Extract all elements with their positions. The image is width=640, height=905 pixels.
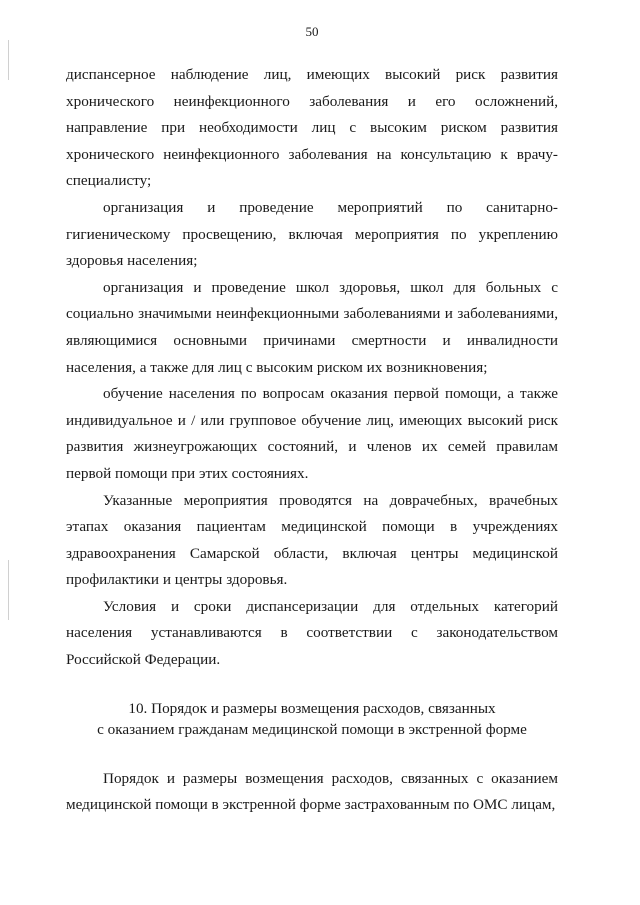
paragraph: Условия и сроки диспансеризации для отдельных категорий населения устанавливаются в соответствии с законодательством Российской Федерации. (66, 597, 558, 669)
section-heading-line: с оказанием гражданам медицинской помощи в экстренной форме (97, 720, 527, 738)
paragraph: диспансерное наблюдение лиц, имеющих высокий риск развития хронического неинфекционного заболевания и его осложнений, направление при необходимости лиц с высоким риском развития хронического неинфекционного заболевания на консультацию к врачу-специалисту; (66, 66, 558, 190)
section-heading-line: 10. Порядок и размеры возмещения расходов, связанных (128, 699, 496, 717)
scan-margin-mark (8, 560, 9, 620)
section-heading (66, 698, 558, 740)
document-body (66, 62, 558, 819)
paragraph: организация и проведение школ здоровья, школ для больных с социально значимыми неинфекционными заболеваниями и заболеваниями, являющимися основными причинами смертности и инвалидности населения, а также для лиц с высоким риском их возникновения; (66, 278, 558, 376)
scan-margin-mark (8, 40, 9, 80)
paragraph: организация и проведение мероприятий по санитарно-гигиеническому просвещению, включая мероприятия по укреплению здоровья населения; (66, 198, 558, 270)
paragraph: Указанные мероприятия проводятся на доврачебных, врачебных этапах оказания пациентам медицинской помощи в учреждениях здравоохранения Самарской области, включая центры медицинской профилактики и центры здоровья. (66, 491, 558, 589)
page-number: 50 (305, 24, 319, 39)
paragraph: обучение населения по вопросам оказания первой помощи, а также индивидуальное и / или групповое обучение лиц, имеющих высокий риск развития жизнеугрожающих состояний, и членов их семей правилам первой помощи при этих состояниях. (66, 385, 558, 482)
paragraph: Порядок и размеры возмещения расходов, связанных с оказанием медицинской помощи в экстренной форме застрахованным по ОМС лицам, (66, 769, 558, 814)
